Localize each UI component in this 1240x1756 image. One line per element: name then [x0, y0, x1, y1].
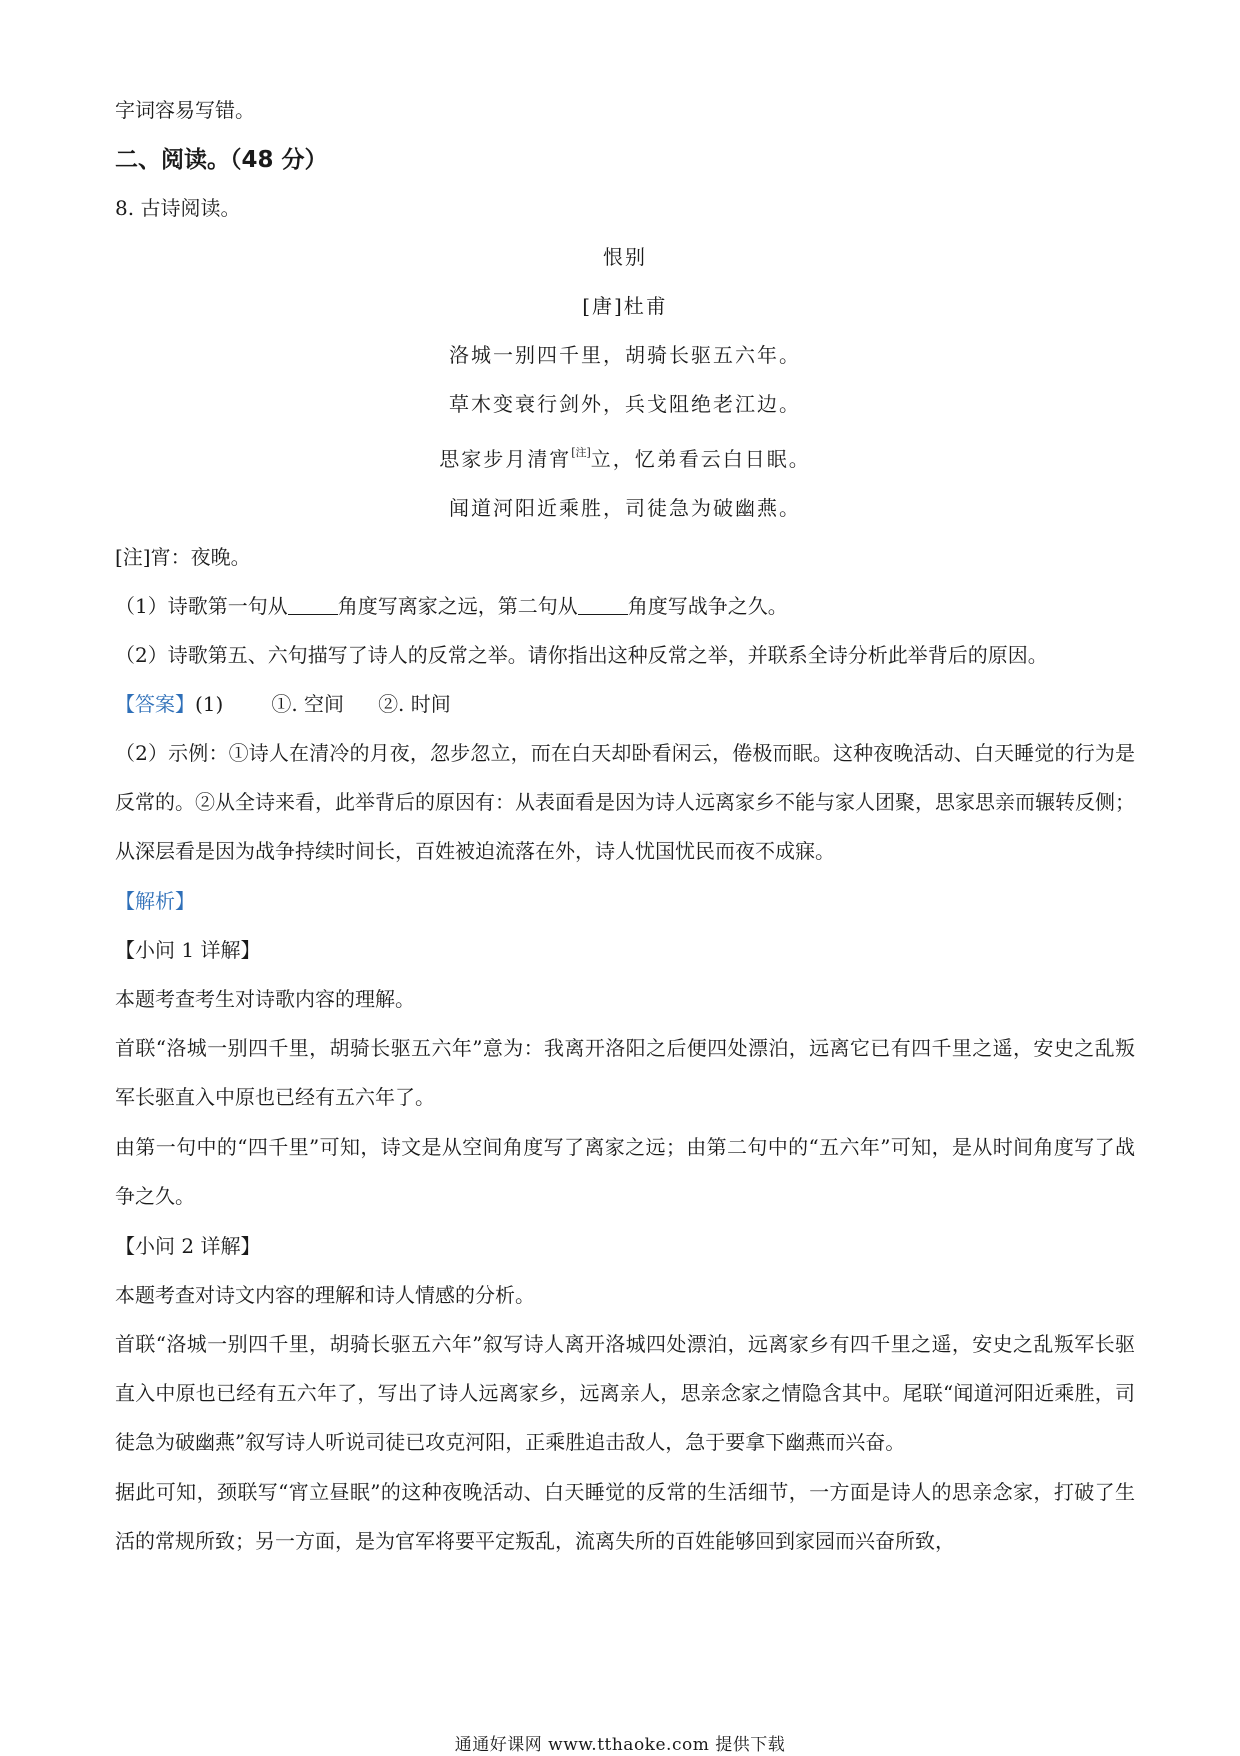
poem-line-2: 草木变衰行剑外，兵戈阻绝老江边。: [449, 392, 801, 416]
fill-blank-1: [288, 596, 338, 615]
question-8-1-part-b: 角度写离家之远，第二句从: [337, 594, 578, 618]
analysis-sub2-paragraph-1: 本题考查对诗文内容的理解和诗人情感的分析。: [115, 1283, 535, 1307]
poem-line-4: 闻道河阳近乘胜，司徒急为破幽燕。: [449, 496, 801, 520]
answer-q2-paragraph: （2）示例：①诗人在清冷的月夜，忽步忽立，而在白天却卧看闲云，倦极而眠。这种夜晚活动、白天睡觉的行为是反常的。②从全诗来看，此举背后的原因有：从表面看是因为诗人远离家乡不能与家人团聚，思家思亲而辗转反侧；从深层看是因为战争持续时间长，百姓被迫流落在外，诗人忧国忧民而夜不成寐。: [115, 741, 1135, 863]
poem-line-1: 洛城一别四千里，胡骑长驱五六年。: [449, 343, 801, 367]
question-8-1-part-a: （1）诗歌第一句从: [115, 594, 288, 618]
analysis-sub1-tag: 【小问 1 详解】: [115, 938, 261, 962]
page-footer-watermark: 通通好课网 www.tthaoke.com 提供下载: [454, 1735, 786, 1755]
answer-line-1: [115, 690, 1135, 718]
analysis-sub1-paragraph-1: 本题考查考生对诗歌内容的理解。: [115, 987, 415, 1011]
poem-line-3: [115, 439, 1135, 473]
answer-tag: 【答案】: [115, 692, 195, 716]
poem-note-marker: [注]: [571, 446, 591, 459]
fill-blank-2: [578, 596, 628, 615]
poem-title: 恨别: [603, 245, 647, 269]
document-page: [115, 96, 1135, 1577]
question-8-2: （2）诗歌第五、六句描写了诗人的反常之举。请你指出这种反常之举，并联系全诗分析此举背后的原因。: [115, 643, 1048, 667]
section-title-reading: 二、阅读。（48 分）: [115, 147, 328, 173]
analysis-sub1-paragraph-2: 首联“洛城一别四千里，胡骑长驱五六年”意为：我离开洛阳之后便四处漂泊，远离它已有四千里之遥，安史之乱叛军长驱直入中原也已经有五六年了。: [115, 1036, 1135, 1109]
poem-author: [唐]杜甫: [582, 294, 668, 318]
poem-line-3-part-b: 立，忆弟看云白日眠。: [590, 447, 811, 471]
answer-q1-part-1: ①. 空间: [271, 692, 345, 716]
answer-q1-number: (1): [195, 692, 224, 716]
question-8-1: [115, 592, 1135, 620]
question-8-title: 8. 古诗阅读。: [115, 196, 241, 220]
previous-answer-tail: 字词容易写错。: [115, 98, 255, 122]
analysis-sub2-paragraph-2: 首联“洛城一别四千里，胡骑长驱五六年”叙写诗人离开洛城四处漂泊，远离家乡有四千里之遥，安史之乱叛军长驱直入中原也已经有五六年了，写出了诗人远离家乡，远离亲人，思亲念家之情隐含其中。尾联“闻道河阳近乘胜，司徒急为破幽燕”叙写诗人听说司徒已攻克河阳，正乘胜追击敌人，急于要拿下幽燕而兴奋。: [115, 1332, 1135, 1454]
question-8-1-part-c: 角度写战争之久。: [627, 594, 788, 618]
poem-note: [注]宵：夜晚。: [115, 545, 251, 569]
poem-line-3-part-a: 思家步月清宵: [439, 447, 572, 471]
analysis-tag: 【解析】: [115, 889, 195, 913]
answer-q1-part-2: ②. 时间: [378, 692, 451, 716]
analysis-sub2-paragraph-3: 据此可知，颈联写“宵立昼眠”的这种夜晚活动、白天睡觉的反常的生活细节，一方面是诗人的思亲念家，打破了生活的常规所致；另一方面，是为官军将要平定叛乱，流离失所的百姓能够回到家园而兴奋所致，: [115, 1480, 1135, 1553]
analysis-sub1-paragraph-3: 由第一句中的“四千里”可知，诗文是从空间角度写了离家之远；由第二句中的“五六年”可知，是从时间角度写了战争之久。: [115, 1135, 1135, 1208]
analysis-sub2-tag: 【小问 2 详解】: [115, 1234, 261, 1258]
